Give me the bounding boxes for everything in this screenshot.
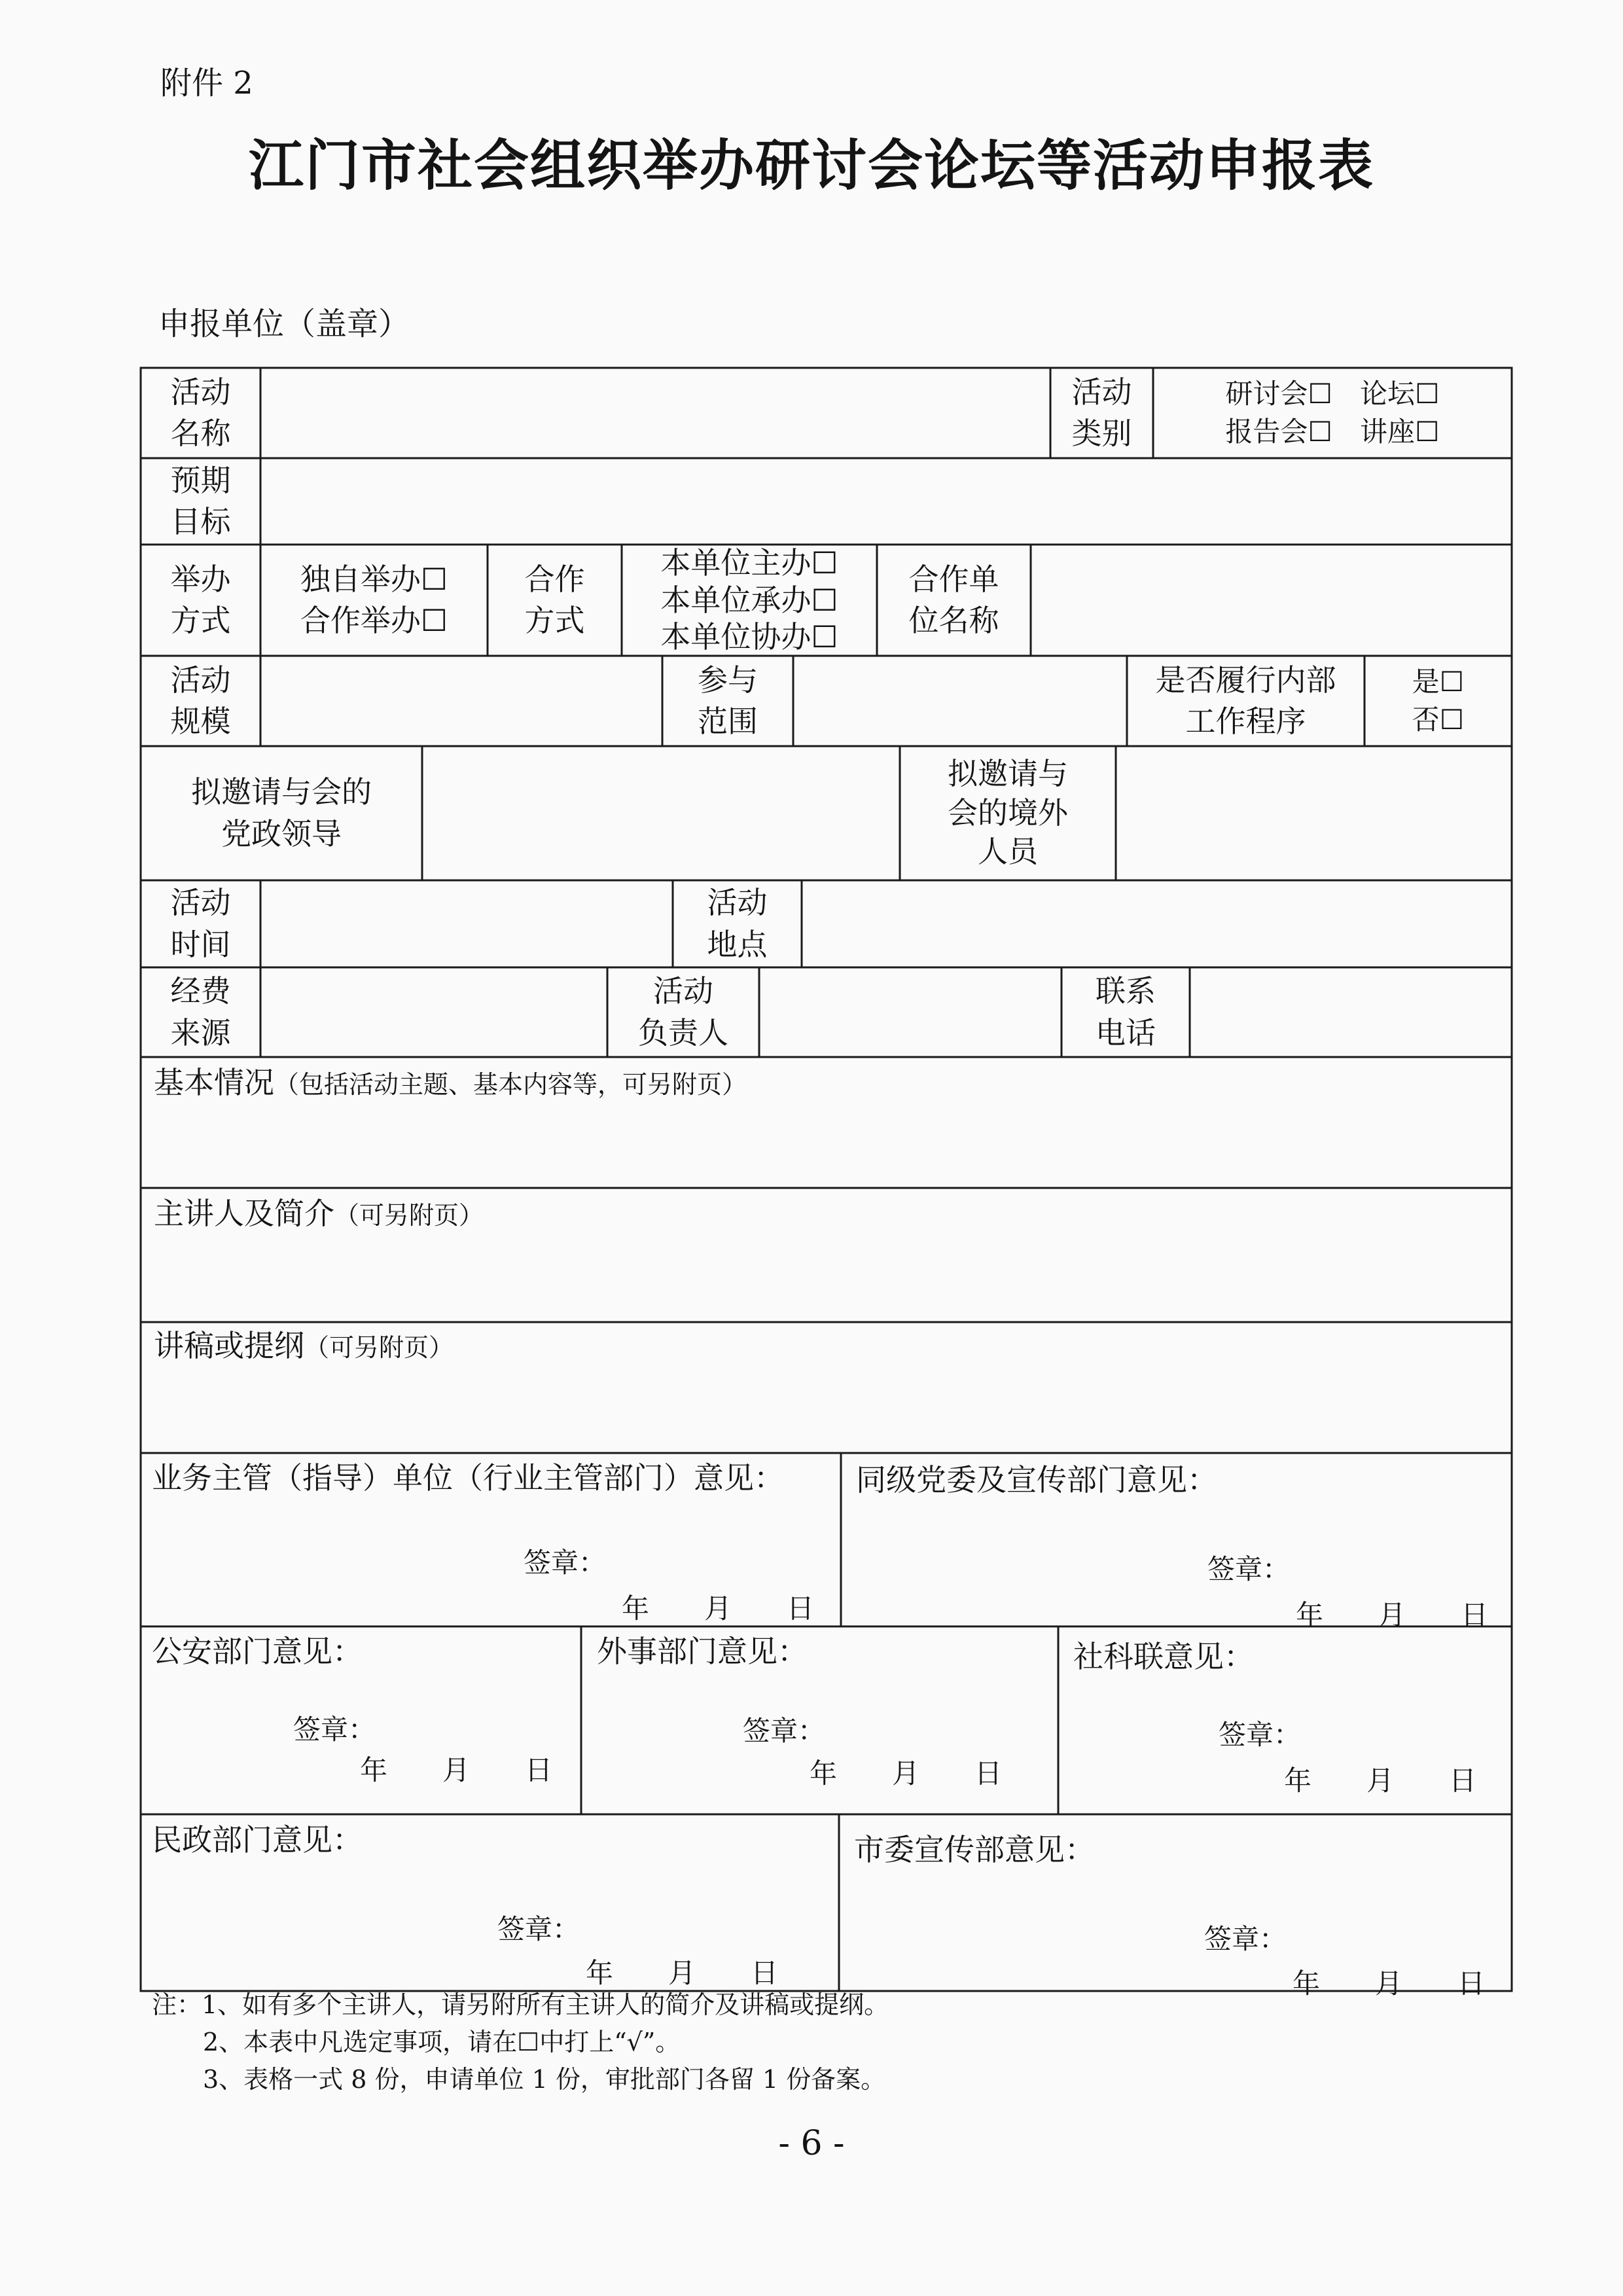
option-organizer[interactable]: 本单位承办☐ bbox=[660, 582, 838, 618]
form-notes bbox=[152, 1986, 889, 2098]
attachment-label: 附件 2 bbox=[160, 65, 253, 101]
coop-mode-options[interactable] bbox=[622, 545, 877, 656]
phone-label: 联系 电话 bbox=[1096, 973, 1156, 1050]
police-date[interactable]: 年 月 日 bbox=[360, 1754, 553, 1786]
police-opinion-label: 公安部门意见： bbox=[152, 1634, 363, 1669]
party-committee-opinion-label: 同级党委及宣传部门意见： bbox=[856, 1462, 1217, 1498]
applicant-label: 申报单位（盖章） bbox=[158, 306, 410, 342]
propaganda-date[interactable]: 年 月 日 bbox=[1293, 1967, 1486, 2000]
note-2: 2、本表中凡选定事项，请在☐中打上“√”。 bbox=[203, 2028, 681, 2056]
foreign-label: 拟邀请与 会的境外 人员 bbox=[948, 755, 1068, 870]
basic-info-label: 基本情况（包括活动主题、基本内容等，可另附页） bbox=[154, 1065, 747, 1100]
propaganda-opinion-label: 市委宣传部意见： bbox=[854, 1832, 1095, 1867]
funding-label: 经费 来源 bbox=[170, 973, 231, 1050]
option-joint[interactable]: 合作举办☐ bbox=[300, 603, 448, 638]
speaker-field[interactable] bbox=[141, 1237, 1512, 1322]
place-label: 活动 地点 bbox=[707, 885, 768, 962]
coop-unit-name-label: 合作单 位名称 bbox=[908, 561, 999, 638]
civil-affairs-date[interactable]: 年 月 日 bbox=[586, 1957, 779, 1989]
coop-mode-label: 合作 方式 bbox=[524, 561, 585, 638]
draft-label: 讲稿或提纲（可另附页） bbox=[154, 1328, 454, 1363]
expected-goal-field[interactable] bbox=[260, 458, 1512, 545]
option-yes[interactable]: 是☐ bbox=[1412, 666, 1465, 698]
foreign-field[interactable] bbox=[1116, 746, 1512, 880]
phone-field[interactable] bbox=[1190, 967, 1512, 1057]
social-science-date[interactable]: 年 月 日 bbox=[1284, 1765, 1477, 1797]
note-3: 3、表格一式 8 份，申请单位 1 份，审批部门各留 1 份备案。 bbox=[203, 2065, 886, 2094]
internal-procedure-options[interactable] bbox=[1364, 656, 1512, 746]
person-in-charge-field[interactable] bbox=[759, 967, 1061, 1057]
social-science-sign-label: 签章： bbox=[1219, 1719, 1302, 1751]
foreign-affairs-opinion-label: 外事部门意见： bbox=[597, 1634, 808, 1669]
supervisor-date[interactable]: 年 月 日 bbox=[622, 1592, 815, 1624]
form-title: 江门市社会组织举办研讨会论坛等活动申报表 bbox=[248, 134, 1374, 198]
foreign-affairs-sign-label: 签章： bbox=[743, 1715, 826, 1747]
leaders-label: 拟邀请与会的 党政领导 bbox=[191, 774, 372, 852]
option-no[interactable]: 否☐ bbox=[1412, 704, 1465, 736]
supervisor-opinion-label: 业务主管（指导）单位（行业主管部门）意见： bbox=[152, 1460, 784, 1496]
civil-affairs-sign-label: 签章： bbox=[497, 1913, 580, 1945]
option-host[interactable]: 本单位主办☐ bbox=[660, 545, 838, 581]
scale-label: 活动 规模 bbox=[170, 662, 231, 739]
social-science-opinion-label: 社科联意见： bbox=[1073, 1639, 1254, 1674]
organize-mode-label: 举办 方式 bbox=[170, 561, 231, 638]
option-forum[interactable]: 论坛☐ bbox=[1360, 378, 1440, 410]
draft-field[interactable] bbox=[141, 1368, 1512, 1453]
internal-procedure-label: 是否履行内部 工作程序 bbox=[1155, 662, 1336, 739]
foreign-affairs-date[interactable]: 年 月 日 bbox=[810, 1757, 1003, 1789]
option-report[interactable]: 报告会☐ bbox=[1225, 416, 1332, 448]
page-number: - 6 - bbox=[778, 2124, 845, 2163]
scope-field[interactable] bbox=[793, 656, 1127, 746]
activity-type-options[interactable] bbox=[1153, 368, 1512, 458]
organize-mode-options[interactable] bbox=[260, 545, 488, 656]
speaker-label: 主讲人及简介（可另附页） bbox=[154, 1196, 484, 1231]
scale-field[interactable] bbox=[260, 656, 662, 746]
scope-label: 参与 范围 bbox=[698, 662, 758, 739]
funding-field[interactable] bbox=[260, 967, 607, 1057]
time-field[interactable] bbox=[260, 880, 673, 967]
propaganda-sign-label: 签章： bbox=[1204, 1923, 1287, 1955]
option-lecture[interactable]: 讲座☐ bbox=[1360, 416, 1440, 448]
police-sign-label: 签章： bbox=[293, 1713, 376, 1746]
activity-name-label: 活动 名称 bbox=[170, 374, 231, 451]
option-co-organizer[interactable]: 本单位协办☐ bbox=[660, 619, 838, 655]
place-field[interactable] bbox=[802, 880, 1512, 967]
activity-type-label: 活动 类别 bbox=[1071, 374, 1132, 451]
time-label: 活动 时间 bbox=[170, 885, 231, 962]
basic-info-field[interactable] bbox=[141, 1106, 1512, 1188]
note-1: 注：1、如有多个主讲人，请另附所有主讲人的简介及讲稿或提纲。 bbox=[152, 1990, 889, 2019]
activity-name-field[interactable] bbox=[260, 368, 1050, 458]
civil-affairs-opinion-label: 民政部门意见： bbox=[152, 1822, 363, 1857]
leaders-field[interactable] bbox=[422, 746, 900, 880]
party-committee-sign-label: 签章： bbox=[1207, 1553, 1291, 1585]
supervisor-sign-label: 签章： bbox=[524, 1547, 607, 1579]
option-solo[interactable]: 独自举办☐ bbox=[300, 561, 448, 597]
coop-unit-name-field[interactable] bbox=[1031, 545, 1512, 656]
option-seminar[interactable]: 研讨会☐ bbox=[1225, 378, 1332, 410]
person-in-charge-label: 活动 负责人 bbox=[638, 973, 728, 1050]
party-committee-date[interactable]: 年 月 日 bbox=[1296, 1599, 1489, 1631]
expected-goal-label: 预期 目标 bbox=[170, 462, 231, 539]
